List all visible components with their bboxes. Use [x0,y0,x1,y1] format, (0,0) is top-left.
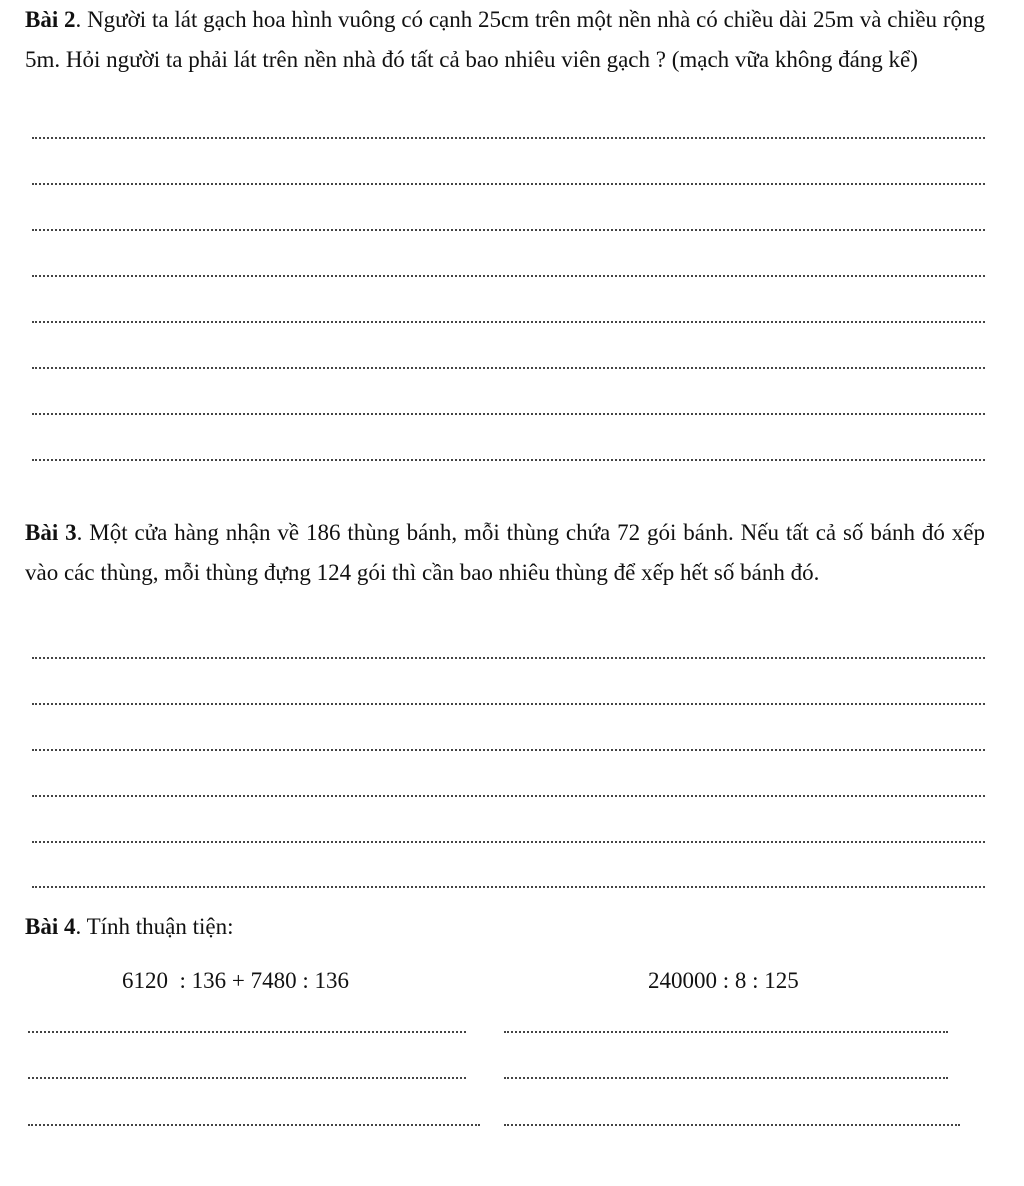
answer-line [32,841,985,843]
exercise-2-text [25,0,985,80]
exercise-4-text [25,907,985,947]
answer-line-left [28,1077,466,1079]
answer-line [32,657,985,659]
answer-line [32,886,985,888]
answer-line [32,795,985,797]
exercise-2-label: Bài 2 [25,7,76,32]
answer-line-right [504,1124,960,1126]
expression-right: 240000 : 8 : 125 [648,968,799,993]
exercise-4-body: . Tính thuận tiện: [75,914,234,939]
answer-line [32,183,985,185]
answer-line-left [28,1124,480,1126]
answer-line [32,321,985,323]
answer-line [32,229,985,231]
exercise-4-label: Bài 4 [25,914,76,939]
answer-line [32,275,985,277]
answer-line [32,367,985,369]
answer-line-right [504,1031,948,1033]
answer-line [32,413,985,415]
exercise-3-body: . Một cửa hàng nhận về 186 thùng bánh, mỗi thùng chứa 72 gói bánh. Nếu tất cả số bánh đó xếp vào các thùng, mỗi thùng đựng 124 gói thì cần bao nhiêu thùng để xếp hết số bánh đó. [25,520,985,585]
exercise-3-text [25,513,985,593]
answer-line-right [504,1077,948,1079]
expression-left: 6120 : 136 + 7480 : 136 [122,968,350,993]
answer-line-left [28,1031,466,1033]
exercise-3-label: Bài 3 [25,520,77,545]
exercise-2-body: . Người ta lát gạch hoa hình vuông có cạnh 25cm trên một nền nhà có chiều dài 25m và chiều rộng 5m. Hỏi người ta phải lát trên nền nhà đó tất cả bao nhiêu viên gạch ? (mạch vữa không đáng kể) [25,7,986,72]
answer-line [32,703,985,705]
answer-line [32,137,985,139]
answer-line [32,749,985,751]
answer-line [32,459,985,461]
